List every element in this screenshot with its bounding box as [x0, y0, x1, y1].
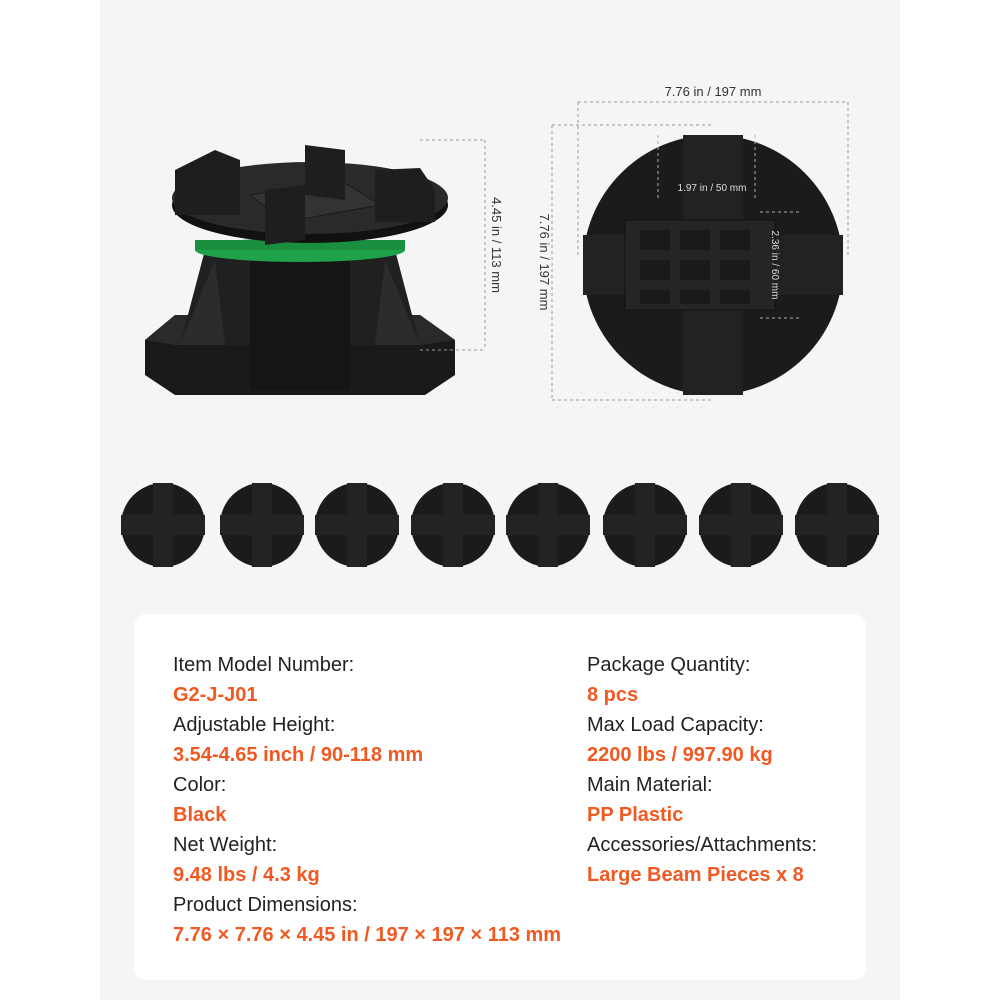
beam-piece [220, 483, 304, 567]
spec-material [587, 770, 817, 830]
accessory-pieces [0, 480, 1000, 570]
height-dimension-label: 4.45 in / 113 mm [489, 197, 504, 293]
spec-quantity [587, 650, 817, 710]
spec-value: 2200 lbs / 997.90 kg [587, 744, 773, 766]
spec-label: Color: [173, 774, 227, 796]
top-width-label: 7.76 in / 197 mm [664, 84, 762, 99]
slot-width-label: 1.97 in / 50 mm [677, 183, 747, 194]
beam-piece [506, 483, 590, 567]
spec-label: Net Weight: [173, 834, 278, 856]
spec-load [587, 710, 817, 770]
spec-label: Package Quantity: [587, 654, 751, 676]
spec-label: Item Model Number: [173, 654, 355, 676]
spec-value: PP Plastic [587, 804, 684, 826]
spec-label: Main Material: [587, 774, 713, 796]
spec-value: G2-J-J01 [173, 684, 258, 706]
spec-value: Black [173, 804, 227, 826]
slot-depth-label: 2.36 in / 60 mm [769, 230, 780, 300]
beam-piece [699, 483, 783, 567]
spec-value: 7.76 × 7.76 × 4.45 in / 197 × 197 × 113 mm [173, 924, 562, 946]
beam-piece [315, 483, 399, 567]
spec-weight [173, 830, 561, 890]
spec-value: 8 pcs [587, 684, 639, 706]
pedestal-side-view [145, 140, 504, 395]
spec-accessories [587, 830, 817, 890]
beam-piece [121, 483, 205, 567]
beam-piece [603, 483, 687, 567]
spec-label: Max Load Capacity: [587, 714, 764, 736]
spec-model [173, 650, 561, 710]
spec-value: Large Beam Pieces x 8 [587, 864, 804, 886]
specs-left-column [173, 650, 561, 950]
beam-piece [795, 483, 879, 567]
beam-piece [411, 483, 495, 567]
specs-card [134, 614, 866, 980]
spec-color [173, 770, 561, 830]
spec-value: 9.48 lbs / 4.3 kg [173, 864, 320, 886]
specs-right-column [587, 650, 817, 890]
spec-label: Adjustable Height: [173, 714, 336, 736]
spec-height [173, 710, 561, 770]
pedestal-top-view [537, 84, 848, 400]
spec-value: 3.54-4.65 inch / 90-118 mm [173, 744, 424, 766]
spec-dimensions [173, 890, 561, 950]
spec-label: Accessories/Attachments: [587, 834, 818, 856]
spec-label: Product Dimensions: [173, 894, 358, 916]
top-height-label: 7.76 in / 197 mm [537, 213, 552, 311]
